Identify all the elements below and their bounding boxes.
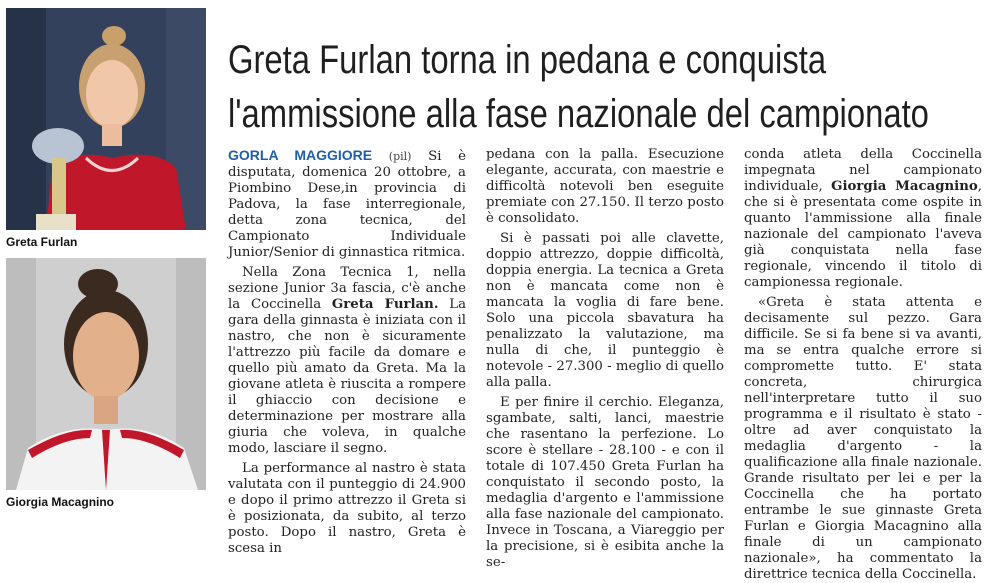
paragraph bbox=[228, 147, 466, 261]
paragraph: E per finire il cerchio. Eleganza, sgambate, salti, lanci, maestrie che rasentano la perfezione. Lo score è stellare - 28.100 - e con il totale di 107.450 Greta Furlan ha conquistato il secondo posto, la medaglia d'argento e l'ammissione alla fase nazionale del campionato. Invece in Toscana, a Viareggio per la precisione, si è esibita anche la se- bbox=[486, 395, 724, 570]
photo-greta-furlan bbox=[6, 8, 206, 230]
paragraph-text: , che si è presentata come ospite in quanto l'ammissione alla finale nazionale del campionato l'aveva già conquistata nella fase regionale, vincendo il titolo di campionessa regionale. bbox=[744, 179, 982, 290]
quote-paragraph: «Greta è stata attenta e decisamente sul pezzo. Gara difficile. Se si fa bene si va avanti, ma se entra qualche errore si compromette tutto. E' stata concreta, chirurgica nell'interpretare tutto il suo programma e il risultato è stato - oltre ad aver conquistato la medaglia d'argento - la qualificazione alla finale nazionale. Grande risultato per lei e per la Coccinella che ha portato entrambe le sue ginnaste Greta Furlan e Giorgia Macagnino alla finale di un campionato nazionale», ha commentato la direttrice tecnica della Coccinella. bbox=[744, 295, 982, 582]
headline-line-1: Greta Furlan torna in pedana e conquista bbox=[228, 37, 827, 82]
athlete-name-bold: Greta Furlan. bbox=[331, 297, 439, 312]
paragraph-text: La gara della ginnasta è iniziata con il nastro, che non è sicuramente l'attrezzo più facile da domare e quello più amato da Greta. Ma la giovane atleta è riuscita a rompere il ghiaccio con decisione e determinazione per mostrare alla giuria che voleva, in qualche modo, lasciare il segno. bbox=[228, 297, 466, 456]
article-column-2 bbox=[486, 147, 725, 570]
article-headline bbox=[228, 33, 929, 141]
paragraph: pedana con la palla. Esecuzione elegante, accurata, con maestrie e difficoltà notevoli ben eseguite premiate con 27.150. Il terzo posto è consolidato. bbox=[486, 147, 724, 226]
article-column-3 bbox=[744, 147, 982, 582]
gymnast-portrait-image bbox=[6, 258, 206, 490]
paragraph: Si è passati poi alle clavette, doppio attrezzo, doppie difficoltà, doppia energia. La tecnica a Greta non è mancata come non è mancata la voglia di fare bene. Solo una piccola sbavatura ha penalizzato la valutazione, ma nulla di che, il punteggio è notevole - 27.300 - meglio di quello alla palla. bbox=[486, 231, 725, 390]
athlete-name-bold: Giorgia Macagnino bbox=[831, 179, 978, 194]
headline-line-2: l'ammissione alla fase nazionale del campionato bbox=[228, 91, 929, 136]
photo-giorgia-macagnino bbox=[6, 258, 206, 490]
paragraph bbox=[744, 147, 982, 291]
paragraph-text: Si è disputata, domenica 20 ottobre, a Piombino Dese,in provincia di Padova, la fase interregionale, detta zona tecnica, del Campionato Individuale Junior/Senior di ginnastica ritmica. bbox=[228, 149, 466, 260]
kicker-location: GORLA MAGGIORE bbox=[228, 147, 373, 163]
article-column-1 bbox=[228, 147, 466, 556]
paragraph bbox=[228, 265, 466, 457]
paragraph-text: conda atleta della Coccinella impegnata nel campionato individuale, bbox=[744, 147, 982, 194]
photo1-caption: Greta Furlan bbox=[6, 235, 78, 249]
gymnast-with-trophy-image bbox=[6, 8, 206, 230]
paragraph-text: Nella Zona Tecnica 1, nella sezione Junior 3a fascia, c'è anche la Coccinella bbox=[228, 265, 466, 312]
author-tag: (pil) bbox=[388, 150, 412, 163]
photo2-caption: Giorgia Macagnino bbox=[6, 495, 115, 509]
article-body bbox=[228, 147, 988, 582]
paragraph: La performance al nastro è stata valutata con il punteggio di 24.900 e dopo il primo attrezzo il Greta si è posizionata, da subito, al terzo posto. Dopo il nastro, Greta è scesa in bbox=[228, 461, 466, 556]
